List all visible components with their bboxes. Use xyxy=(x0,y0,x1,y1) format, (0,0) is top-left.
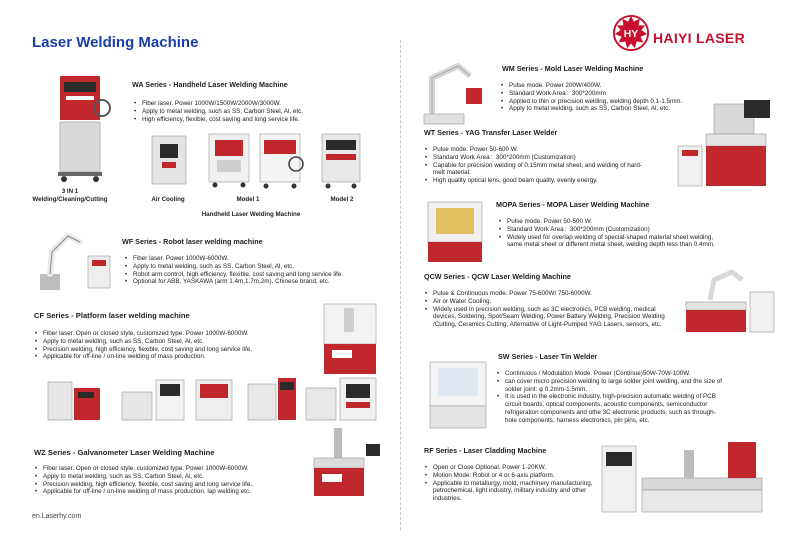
model1-machine-image xyxy=(205,130,255,188)
cf-machine-1-image xyxy=(44,378,104,424)
bullet-item: • Standard Work Area：300*200mm xyxy=(500,90,730,98)
cf-machine-3-image xyxy=(190,374,240,424)
wt-series-bullets xyxy=(424,146,646,185)
rf-series-heading: RF Series - Laser Cladding Machine xyxy=(424,446,547,455)
bullet-item: • High efficiency, flexible, cost saving and long service life. xyxy=(133,116,368,124)
cf-machine-4-image xyxy=(244,374,300,424)
caption-air-cooling: Air Cooling xyxy=(151,196,185,203)
bullet-item: • Precision welding, high efficiency, flexible, cost saving and long service life. xyxy=(34,346,324,354)
cf-series-heading: CF Series - Platform laser welding machine xyxy=(34,311,190,320)
footer-url[interactable]: en.Laserhy.com xyxy=(32,513,82,520)
column-divider xyxy=(400,40,401,530)
bullet-item: • Fiber laser. Power 1000W/1500W/2000W/3000W. xyxy=(133,100,368,108)
bullet-item: • Apply to metal welding, such as SS, Carbon Steel, Al, etc. xyxy=(500,105,730,113)
bullet-item: • Apply to metal welding, such as SS, Carbon Steel, Al, etc. xyxy=(34,338,324,346)
caption-3in1 xyxy=(20,188,120,204)
cladding-machine-image xyxy=(598,432,788,522)
mopa-series-heading: MOPA Series - MOPA Laser Welding Machine xyxy=(496,200,650,209)
mold-welding-machine-image xyxy=(418,58,488,128)
bullet-item: • Robot arm control, high efficiency, flexible, cost saving and long service life. xyxy=(124,271,384,279)
bullet-item: • It is used in the electronic industry, high-precision automatic welding of PCB circuit boards, optical components, acoustic components, semiconductor refrigeration components and othe 3C electronic products, such as through-hole components, harness electronics, pin pins, etc. xyxy=(496,393,724,424)
bullet-item: • Standard Work Area：300*200mm (Customization) xyxy=(424,154,646,162)
qcw-series-bullets xyxy=(424,290,674,329)
wz-series-bullets xyxy=(34,465,296,496)
wm-series-heading: WM Series - Mold Laser Welding Machine xyxy=(502,64,644,73)
bullet-item: • Applicable for off-line / on-line welding of mass production, lap welding etc. xyxy=(34,488,296,496)
galvanometer-welding-machine-image xyxy=(304,424,384,500)
bullet-item: • Apply to metal welding, such as SS, Carbon Steel, Al, etc. xyxy=(124,263,384,271)
wa-series-bullets xyxy=(133,100,368,123)
caption-handheld: Handheld Laser Welding Machine xyxy=(201,211,301,218)
sw-series-heading: SW Series - Laser Tin Welder xyxy=(498,352,598,361)
bullet-item: • Precision welding, high efficiency, flexible, cost saving and long service life.. xyxy=(34,481,296,489)
qcw-series-heading: QCW Series - QCW Laser Welding Machine xyxy=(424,272,571,281)
mopa-welding-machine-image xyxy=(422,196,490,266)
wa-series-heading: WA Series - Handheld Laser Welding Machine xyxy=(132,80,288,89)
bullet-item: • Optional for ABB, YASKAWA (arm 1.4m,1.7m,2m), Chinese brand, etc. xyxy=(124,278,384,286)
mopa-series-bullets xyxy=(498,218,730,249)
brand-name: HAIYI LASER xyxy=(653,30,745,46)
haiyi-logo-icon xyxy=(612,14,650,52)
brand-logo xyxy=(612,14,762,60)
bullet-item: • Apply to metal welding, such as SS, Carbon Steel, Al, etc. xyxy=(133,108,368,116)
rf-series-bullets xyxy=(424,464,594,503)
robot-welding-machine-image xyxy=(34,222,116,294)
bullet-item: • Pulse mode. Power 50-500 W. xyxy=(498,218,730,226)
bullet-item: • Widely used in precision welding, such as 3C electronics, PCB welding, medical devices, Soldering, Spot/Seam Welding, Power Battery Welding, Precision Welding /Cutting, Ceramics Cutting, Alternative of Light-Pumped YAG Lasers, sensors, etc. xyxy=(424,306,674,329)
bullet-item: • Open or Close Optional. Power 1-20KW. xyxy=(424,464,594,472)
platform-welding-machine-image xyxy=(318,300,382,378)
model2-machine-image xyxy=(318,128,366,190)
bullet-item: • can cover micro precision welding to large solder joint welding, and the size of solder joint: φ 0.2mm-1.5mm. xyxy=(496,378,724,394)
sw-series-bullets xyxy=(496,370,724,425)
bullet-item: • Pulse & Continuous mode. Power 75-600W/ 750-6000W. xyxy=(424,290,674,298)
caption-model1: Model 1 xyxy=(236,196,260,203)
handheld-machine-image xyxy=(256,128,306,190)
bullet-item: • Capable for precision welding of 0.15mm metal sheet, and welding of hard-melt material. xyxy=(424,162,646,178)
yag-machine-image xyxy=(674,96,784,192)
bullet-item: • Apply to metal welding, such as SS, Carbon Steel, Al, etc. xyxy=(34,473,296,481)
bullet-item: • Fiber laser. Open or closed style, customized type. Power 1000W-6000W. xyxy=(34,330,324,338)
caption-model2: Model 2 xyxy=(330,196,354,203)
cf-series-bullets xyxy=(34,330,324,361)
cf-machine-5-image xyxy=(302,372,382,424)
caption-3in1-text: 3 IN 1 Welding/Cleaning/Cutting xyxy=(32,188,108,203)
cf-machine-2-image xyxy=(118,372,188,424)
bullet-item: • Fiber laser. Open or closed style, customized type. Power 1000W-6000W. xyxy=(34,465,296,473)
bullet-item: • Continuous / Modulation Mode. Power (Continue)50W-70W-100W. xyxy=(496,370,724,378)
bullet-item: • Standard Work Area：300*200mm (Customization) xyxy=(498,226,730,234)
air-cooling-machine-image xyxy=(148,132,192,188)
wf-series-bullets xyxy=(124,255,384,286)
page-title: Laser Welding Machine xyxy=(32,34,199,51)
bullet-item: • High quality optical lens, good beam quality, evenly energy. xyxy=(424,177,646,185)
bullet-item: • Pulse mode. Power 50-600 W. xyxy=(424,146,646,154)
bullet-item: • Air or Water Cooling. xyxy=(424,298,674,306)
bullet-item: • Applicable to metallurgy, mold, machinery manufacturing, petrochemical, light industry, military industry and other industries. xyxy=(424,480,594,503)
wf-series-heading: WF Series - Robot laser welding machine xyxy=(122,237,263,246)
bullet-item: • Widely used for overlap welding of special-shaped material sheet welding, same metal sheet or different metal sheet, welding depth less than 0.4mm. xyxy=(498,234,730,250)
svg-text:HY: HY xyxy=(623,28,639,40)
bullet-item: • Applied to thin or precision welding, welding depth 0.1-1.5mm. xyxy=(500,98,730,106)
tin-welder-machine-image xyxy=(424,356,492,432)
wz-series-heading: WZ Series - Galvanometer Laser Welding Machine xyxy=(34,448,215,457)
handheld-3in1-machine-image xyxy=(54,72,114,184)
bullet-item: • Pulse mode. Power 200W/400W. xyxy=(500,82,730,90)
bullet-item: • Applicable for off-line / on-line welding of mass production. xyxy=(34,353,324,361)
qcw-welding-machine-image xyxy=(680,266,780,336)
wt-series-heading: WT Series - YAG Transfer Laser Welder xyxy=(424,128,558,137)
bullet-item: • Fiber laser. Power 1000W-6000W. xyxy=(124,255,384,263)
bullet-item: • Motion Mode: Robot or 4 or 6-axis platform. xyxy=(424,472,594,480)
